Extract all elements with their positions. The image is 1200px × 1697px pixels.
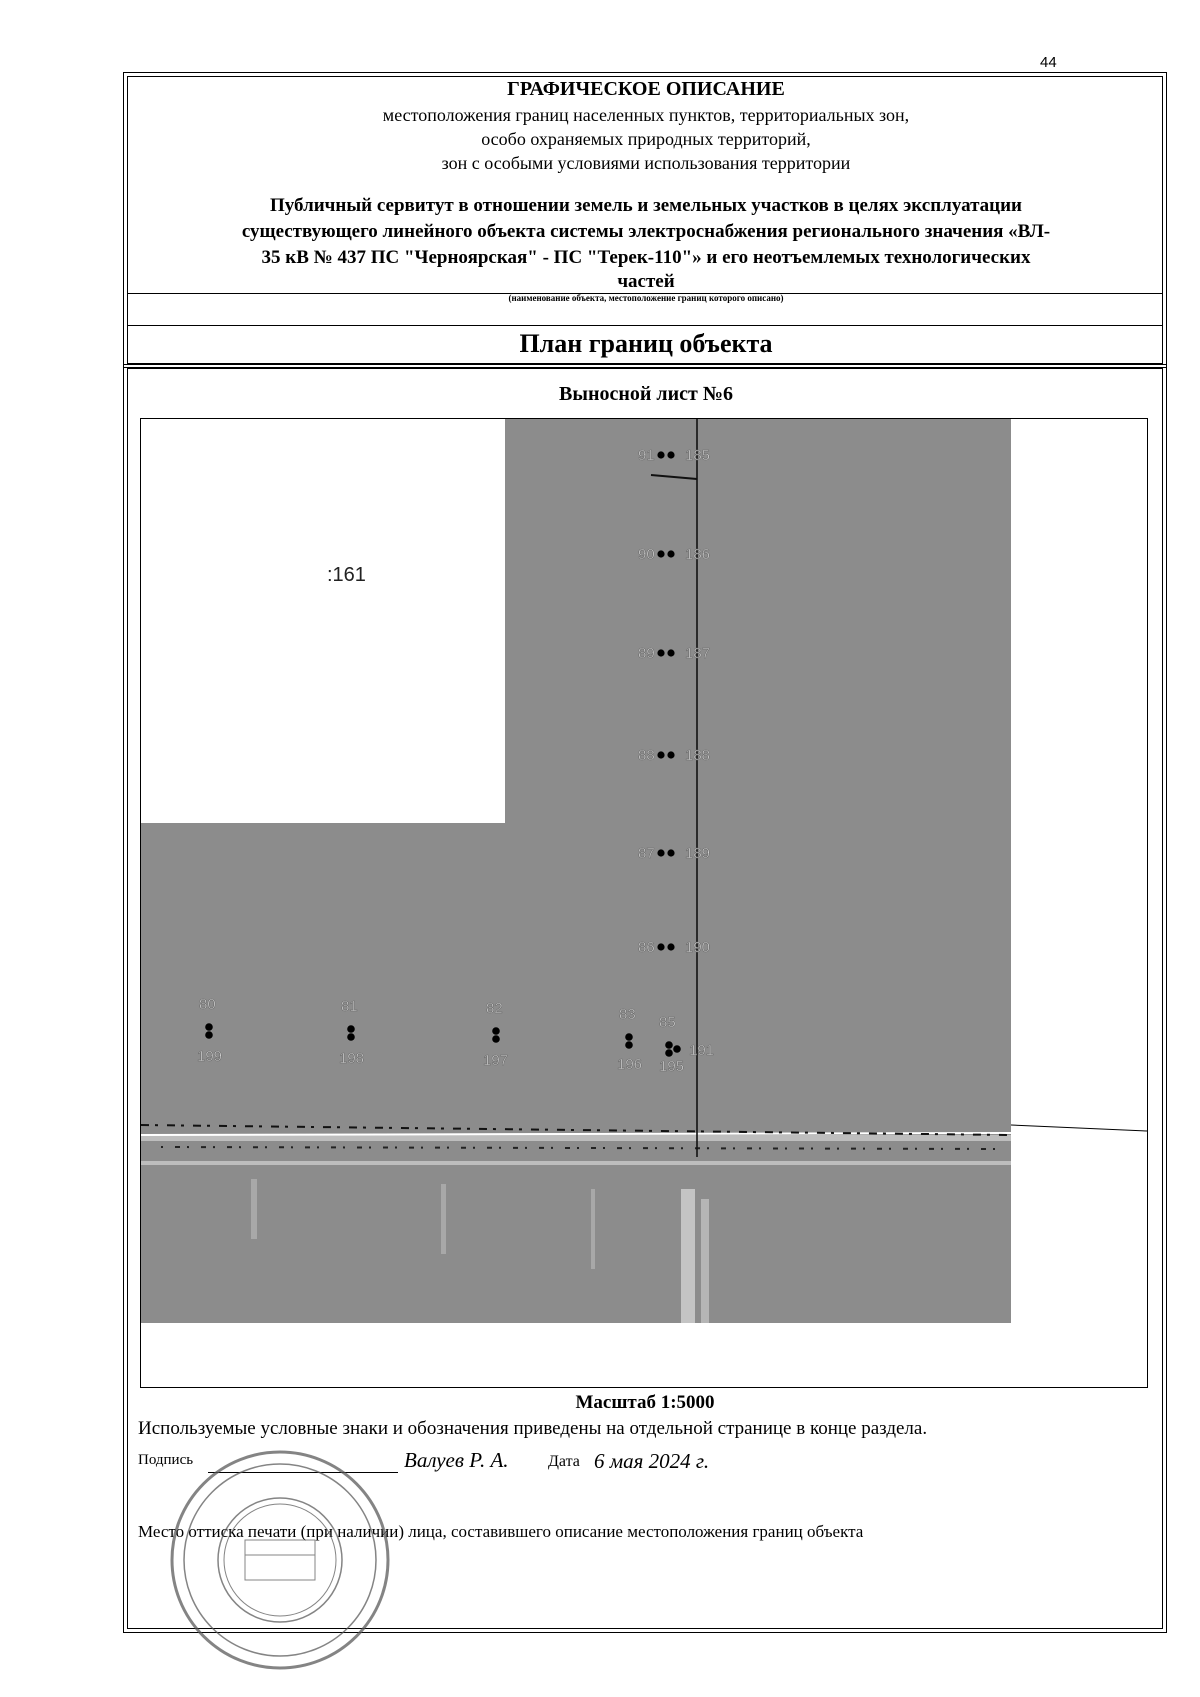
- boundary-point-dot: [657, 649, 664, 656]
- boundary-point-dot: [667, 649, 674, 656]
- object-line-4: частей: [617, 271, 675, 292]
- doc-subtitle-line-1: местоположения границ населенных пунктов, территориальных зон,: [382, 105, 910, 125]
- point-label: 80: [199, 996, 216, 1013]
- plan-title: План границ объекта: [519, 329, 773, 358]
- boundary-point-dot: [657, 751, 664, 758]
- road-patch: [591, 1189, 595, 1269]
- boundary-point-dot: [657, 451, 664, 458]
- page-number: 44: [1040, 54, 1057, 71]
- point-label: 82: [486, 1000, 503, 1017]
- point-label: 197: [483, 1052, 509, 1069]
- road-patch: [681, 1189, 695, 1323]
- date-label: Дата: [548, 1453, 580, 1470]
- point-label: 188: [685, 747, 711, 764]
- boundary-point-dot: [347, 1025, 355, 1033]
- object-line-1: Публичный сервитут в отношении земель и земельных участков в целях эксплуатации: [270, 195, 1022, 216]
- road-patch: [251, 1179, 257, 1239]
- doc-subtitle-line-3: зон с особыми условиями использования территории: [441, 153, 851, 173]
- scale-label: Масштаб 1:5000: [575, 1392, 715, 1413]
- road-patch: [141, 1135, 1011, 1141]
- point-label: 91: [638, 447, 655, 464]
- parcel-label: :161: [327, 564, 366, 586]
- plan-title-rule: [128, 325, 1162, 326]
- boundary-point-dot: [625, 1033, 633, 1041]
- boundary-point-dot: [665, 1041, 673, 1049]
- point-label: 81: [341, 998, 358, 1015]
- object-caption: (наименование объекта, местоположение границ которого описано): [508, 293, 784, 303]
- point-label: 196: [617, 1056, 643, 1073]
- boundary-point-dot: [667, 451, 674, 458]
- boundary-map: [141, 419, 1147, 1387]
- boundary-point-dot: [657, 550, 664, 557]
- signer-name: Валуев Р. А.: [404, 1448, 509, 1472]
- boundary-point-dot: [205, 1031, 213, 1039]
- stamp-seal-icon: [165, 1445, 395, 1675]
- boundary-point-dot: [673, 1045, 681, 1053]
- point-label: 86: [638, 939, 655, 956]
- road-patch: [141, 1161, 1011, 1165]
- sheet-title: Выносной лист №6: [559, 383, 733, 405]
- point-label: 89: [638, 645, 655, 662]
- easement-area: [141, 419, 1011, 1323]
- road-patch: [441, 1184, 446, 1254]
- point-label: 199: [197, 1048, 223, 1065]
- boundary-point-dot: [667, 943, 674, 950]
- road-patch: [701, 1199, 709, 1323]
- object-line-3: 35 кВ № 437 ПС "Черноярская" - ПС "Терек-110"» и его неотъемлемых технологических: [261, 247, 1031, 268]
- boundary-point-dot: [667, 751, 674, 758]
- legend-note: Используемые условные знаки и обозначения приведены на отдельной странице в конце раздела.: [138, 1418, 928, 1439]
- boundary-point-dot: [347, 1033, 355, 1041]
- object-line-2: существующего линейного объекта системы электроснабжения регионального значения «ВЛ-: [241, 221, 1051, 242]
- boundary-point-dot: [665, 1049, 673, 1057]
- point-label: 191: [689, 1042, 715, 1059]
- boundary-point-dot: [625, 1041, 633, 1049]
- header-frame: [127, 76, 1163, 364]
- point-label: 88: [638, 747, 655, 764]
- point-label: 195: [659, 1058, 685, 1075]
- date-value: 6 мая 2024 г.: [594, 1449, 710, 1473]
- stamp-place-note: Место оттиска печати (при наличии) лица, составившего описание местоположения границ объекта: [138, 1522, 864, 1541]
- map-frame: [140, 418, 1148, 1388]
- point-label: 187: [685, 645, 711, 662]
- doc-subtitle-line-2: особо охраняемых природных территорий,: [481, 129, 811, 149]
- point-label: 83: [619, 1006, 636, 1023]
- boundary-point-dot: [205, 1023, 213, 1031]
- boundary-point-dot: [492, 1035, 500, 1043]
- point-label: 87: [638, 845, 655, 862]
- point-label: 189: [685, 845, 711, 862]
- point-label: 190: [685, 939, 711, 956]
- boundary-point-dot: [667, 849, 674, 856]
- point-label: 90: [638, 546, 655, 563]
- boundary-point-dot: [667, 550, 674, 557]
- point-label: 198: [339, 1050, 365, 1067]
- road-edge: [1011, 1125, 1147, 1131]
- signature-label: Подпись: [138, 1452, 194, 1468]
- doc-title: ГРАФИЧЕСКОЕ ОПИСАНИЕ: [507, 78, 785, 100]
- point-label: 186: [685, 546, 711, 563]
- boundary-point-dot: [492, 1027, 500, 1035]
- boundary-point-dot: [657, 943, 664, 950]
- point-label: 85: [659, 1014, 676, 1031]
- point-label: 185: [685, 447, 711, 464]
- boundary-point-dot: [657, 849, 664, 856]
